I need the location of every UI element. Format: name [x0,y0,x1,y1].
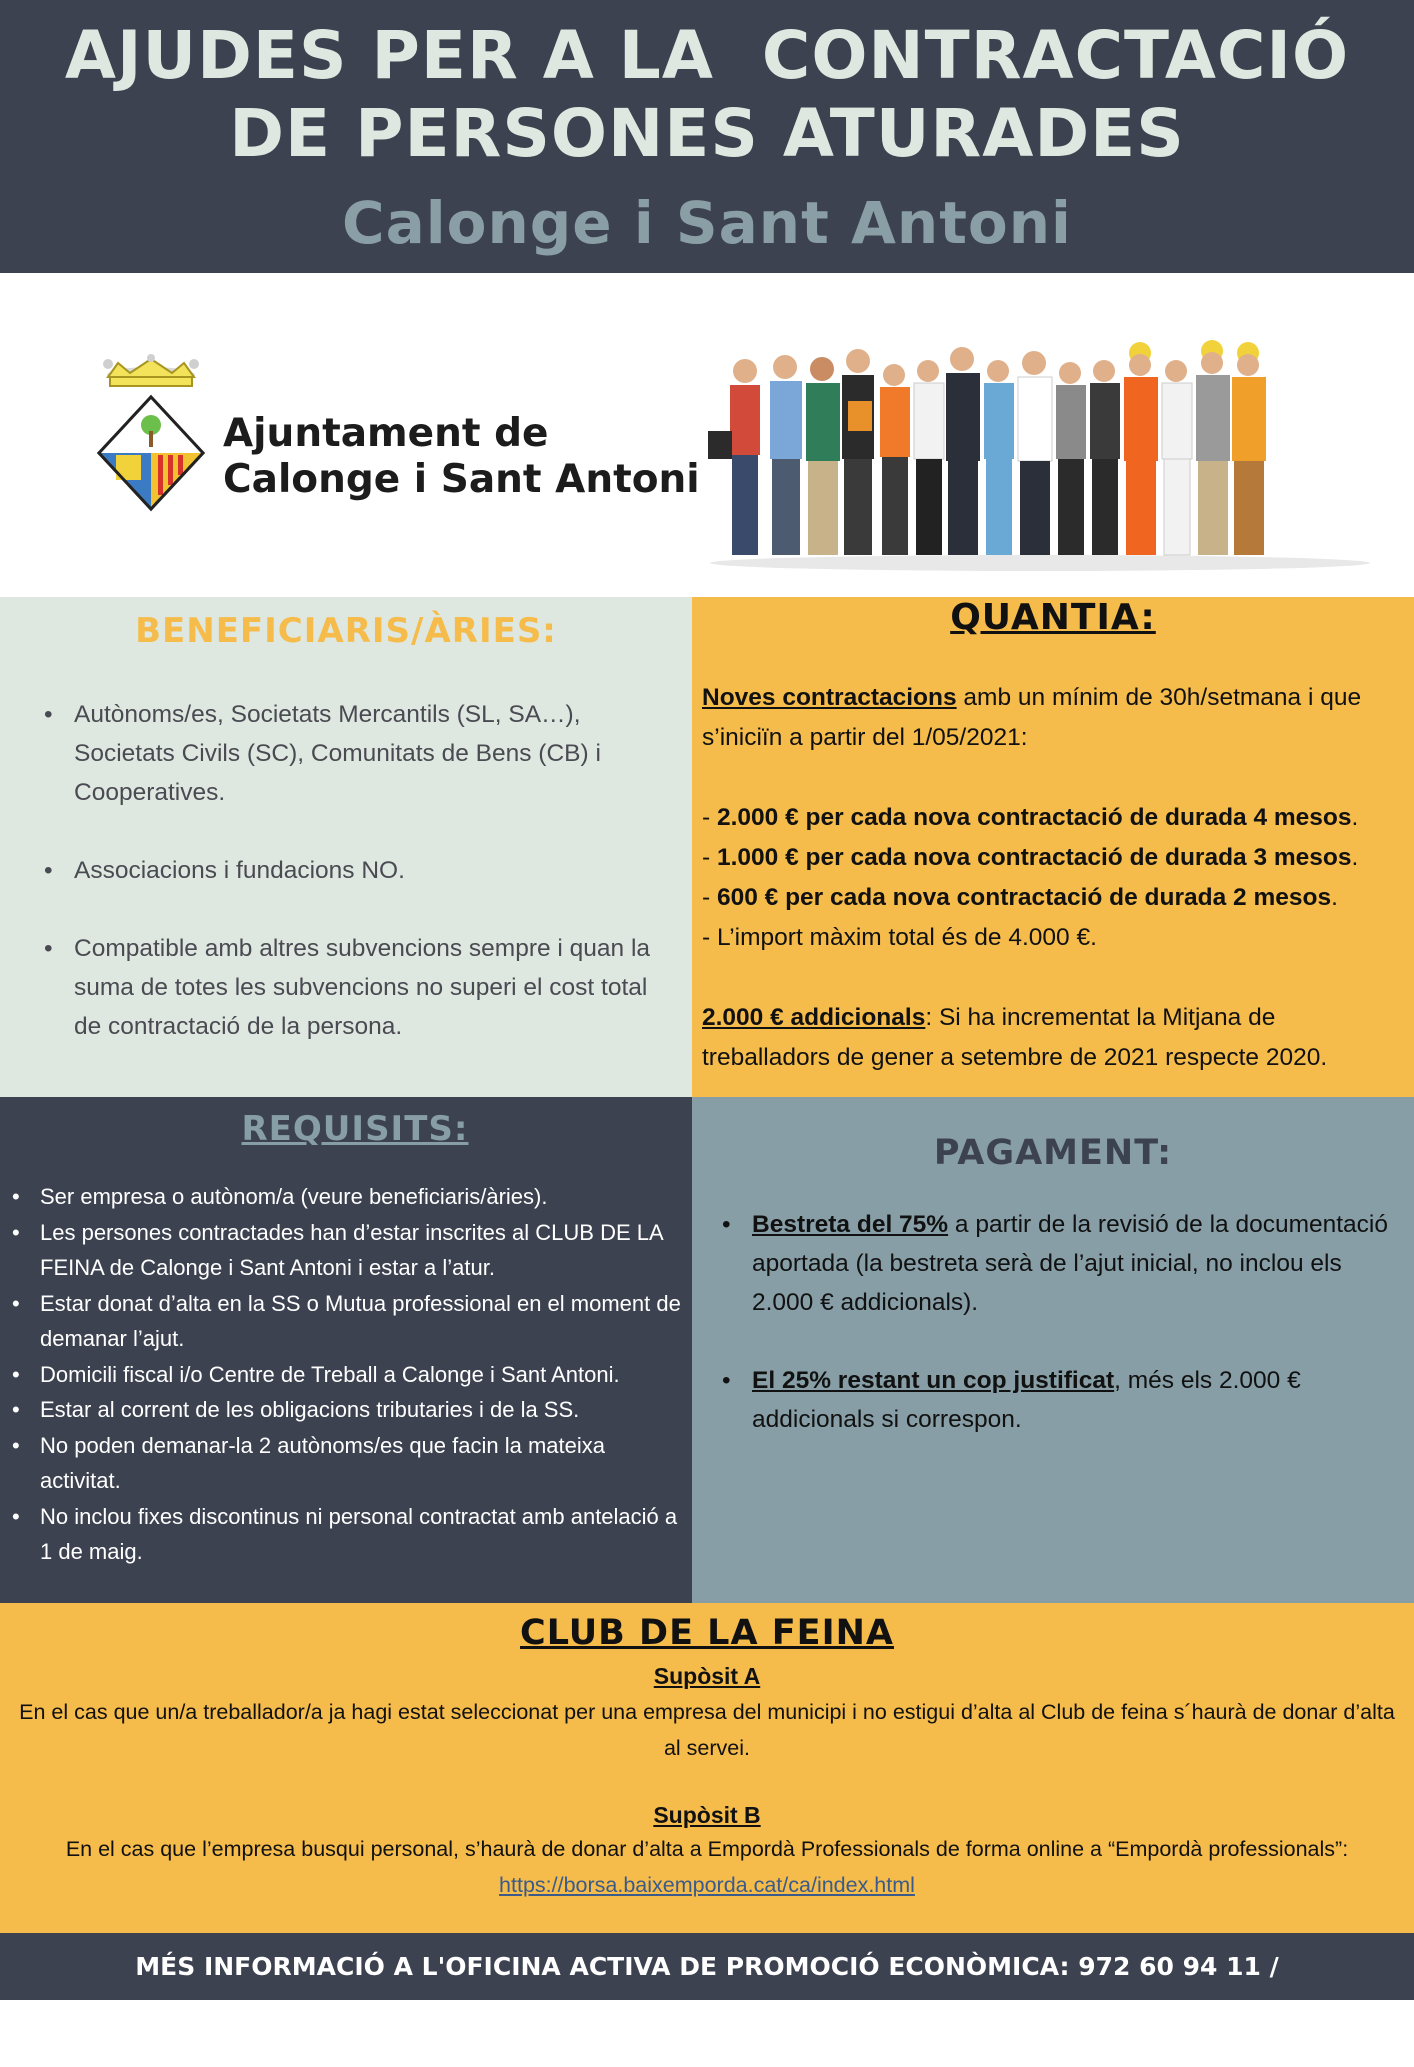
borsa-link[interactable]: https://borsa.baixemporda.cat/ca/index.html [499,1873,915,1897]
requisits-heading: REQUISITS: [241,1109,469,1149]
club-heading: CLUB DE LA FEINA [520,1613,894,1653]
line-end: . [1351,804,1359,831]
suposit-b-body: En el cas que l’empresa busqui personal, s’haurà de donar d’alta a Empordà Professionals de forma online a “Empordà professionals”: [65,1837,1349,1861]
quantia-panel [692,597,1414,1097]
worker-figure [1124,342,1158,555]
worker-figure [806,357,840,555]
list-item: • No inclou fixes discontinus ni personal contractat amb antelació a 1 de maig. [12,1499,682,1570]
worker-figure [708,359,760,555]
banner [0,273,1414,597]
line-amount: 600 € per cada nova contractació de durada 2 mesos [716,884,1332,911]
worker-figure [984,360,1014,555]
line-amount: 2.000 € per cada nova contractació de durada 4 mesos [716,804,1352,831]
quantia-line [702,878,1394,918]
suposit-a-text: En el cas que un/a treballador/a ja hagi estat seleccionat per una empresa del municipi i no estigui d’alta al Club de feina s´haurà de donar d’alta al servei. [19,1700,1395,1760]
list-item: • Compatible amb altres subvencions sempre i quan la suma de totes les subvencions no superi el cost total de contractació de la persona. [44,929,672,1046]
list-item: • Ser empresa o autònom/a (veure beneficiaris/àries). [12,1179,682,1215]
line-prefix: - [702,884,717,911]
suposit-a-title: Supòsit A [653,1663,761,1689]
item-strong: Bestreta del 75% [752,1211,949,1238]
quantia-heading: QUANTIA: [950,597,1156,638]
header [0,0,1414,273]
quantia-body [702,678,1394,1078]
list-item [722,1205,1394,1322]
worker-figure [1018,351,1052,555]
list-item: • Les persones contractades han d’estar inscrites al CLUB DE LA FEINA de Calonge i Sant Antoni i estar a l’atur. [12,1215,682,1286]
footer-contact: MÉS INFORMACIÓ A L'OFICINA ACTIVA DE PROMOCIÓ ECONÒMICA: 972 60 94 11 / activa@calonge.cat [0,1933,1414,2000]
item-rest: , més els 2.000 € addicionals si correspon. [752,1367,1301,1433]
club-panel [0,1603,1414,1933]
worker-figure [1090,360,1120,555]
worker-figure [770,355,802,555]
coat-of-arms-logo [96,355,206,515]
item-strong: El 25% restant un cop justificat [752,1367,1115,1394]
line-end: . [1351,844,1359,871]
worker-figure [946,347,980,555]
logo-text [223,411,700,503]
list-item: • Domicili fiscal i/o Centre de Treball a Calonge i Sant Antoni. [12,1357,682,1393]
requisits-panel [0,1097,692,1603]
list-item [722,1361,1394,1439]
quantia-extra [702,998,1394,1078]
extra-rest: : Si ha incrementat la Mitjana de treballadors de gener a setembre de 2021 respecte 2020. [702,1004,1328,1071]
suposit-b-title: Supòsit B [653,1802,761,1828]
worker-figure [1196,340,1230,555]
extra-strong: 2.000 € addicionals [702,1004,926,1031]
worker-figure [1162,360,1192,555]
beneficiaris-list [44,695,672,1046]
worker-figure [914,360,944,555]
item-rest: a partir de la revisió de la documentació aportada (la bestreta serà de l’ajut inicial, no inclou els 2.000 € addicionals). [752,1211,1388,1316]
list-item: • Estar al corrent de les obligacions tributaries i de la SS. [12,1392,682,1428]
requisits-list [12,1179,682,1570]
line-amount: 1.000 € per cada nova contractació de durada 3 mesos [716,844,1352,871]
suposit-b-text [0,1831,1414,1903]
pagament-panel [692,1097,1414,1603]
page-title [0,0,1414,173]
list-item: • Autònoms/es, Societats Mercantils (SL, SA…), Societats Civils (SC), Comunitats de Bens (CB) i Cooperatives. [44,695,672,812]
worker-figure [1232,342,1266,555]
logo-line-1: Ajuntament de [223,411,549,456]
line-end: . [1331,884,1338,911]
worker-figure [842,349,874,555]
intro-rest: amb un mínim de 30h/setmana i que s’iniciïn a partir del 1/05/2021: [702,684,1362,751]
pagament-list [722,1205,1394,1439]
pagament-heading: PAGAMENT: [933,1133,1173,1173]
workers-group-image [700,331,1380,571]
line-prefix: - [702,804,717,831]
quantia-line [702,838,1394,878]
quantia-intro [702,678,1394,758]
list-item: • No poden demanar-la 2 autònoms/es que facin la mateixa activitat. [12,1428,682,1499]
line-prefix: - [702,844,717,871]
page-subtitle: Calonge i Sant Antoni [342,189,1072,257]
title-line-1: AJUDES PER A LA CONTRACTACIÓ [64,17,1350,94]
logo-line-2: Calonge i Sant Antoni [223,457,700,502]
list-item: • Associacions i fundacions NO. [44,851,672,890]
quantia-max: - L’import màxim total és de 4.000 €. [702,924,1097,951]
title-line-2: DE PERSONES ATURADES [229,95,1185,172]
worker-figure [1056,362,1086,555]
beneficiaris-heading: BENEFICIARIS/ÀRIES: [135,611,557,651]
list-item: • Estar donat d’alta en la SS o Mutua professional en el moment de demanar l’ajut. [12,1286,682,1357]
quantia-line [702,798,1394,838]
beneficiaris-panel [0,597,692,1097]
intro-strong: Noves contractacions [702,684,957,711]
worker-figure [880,364,910,555]
